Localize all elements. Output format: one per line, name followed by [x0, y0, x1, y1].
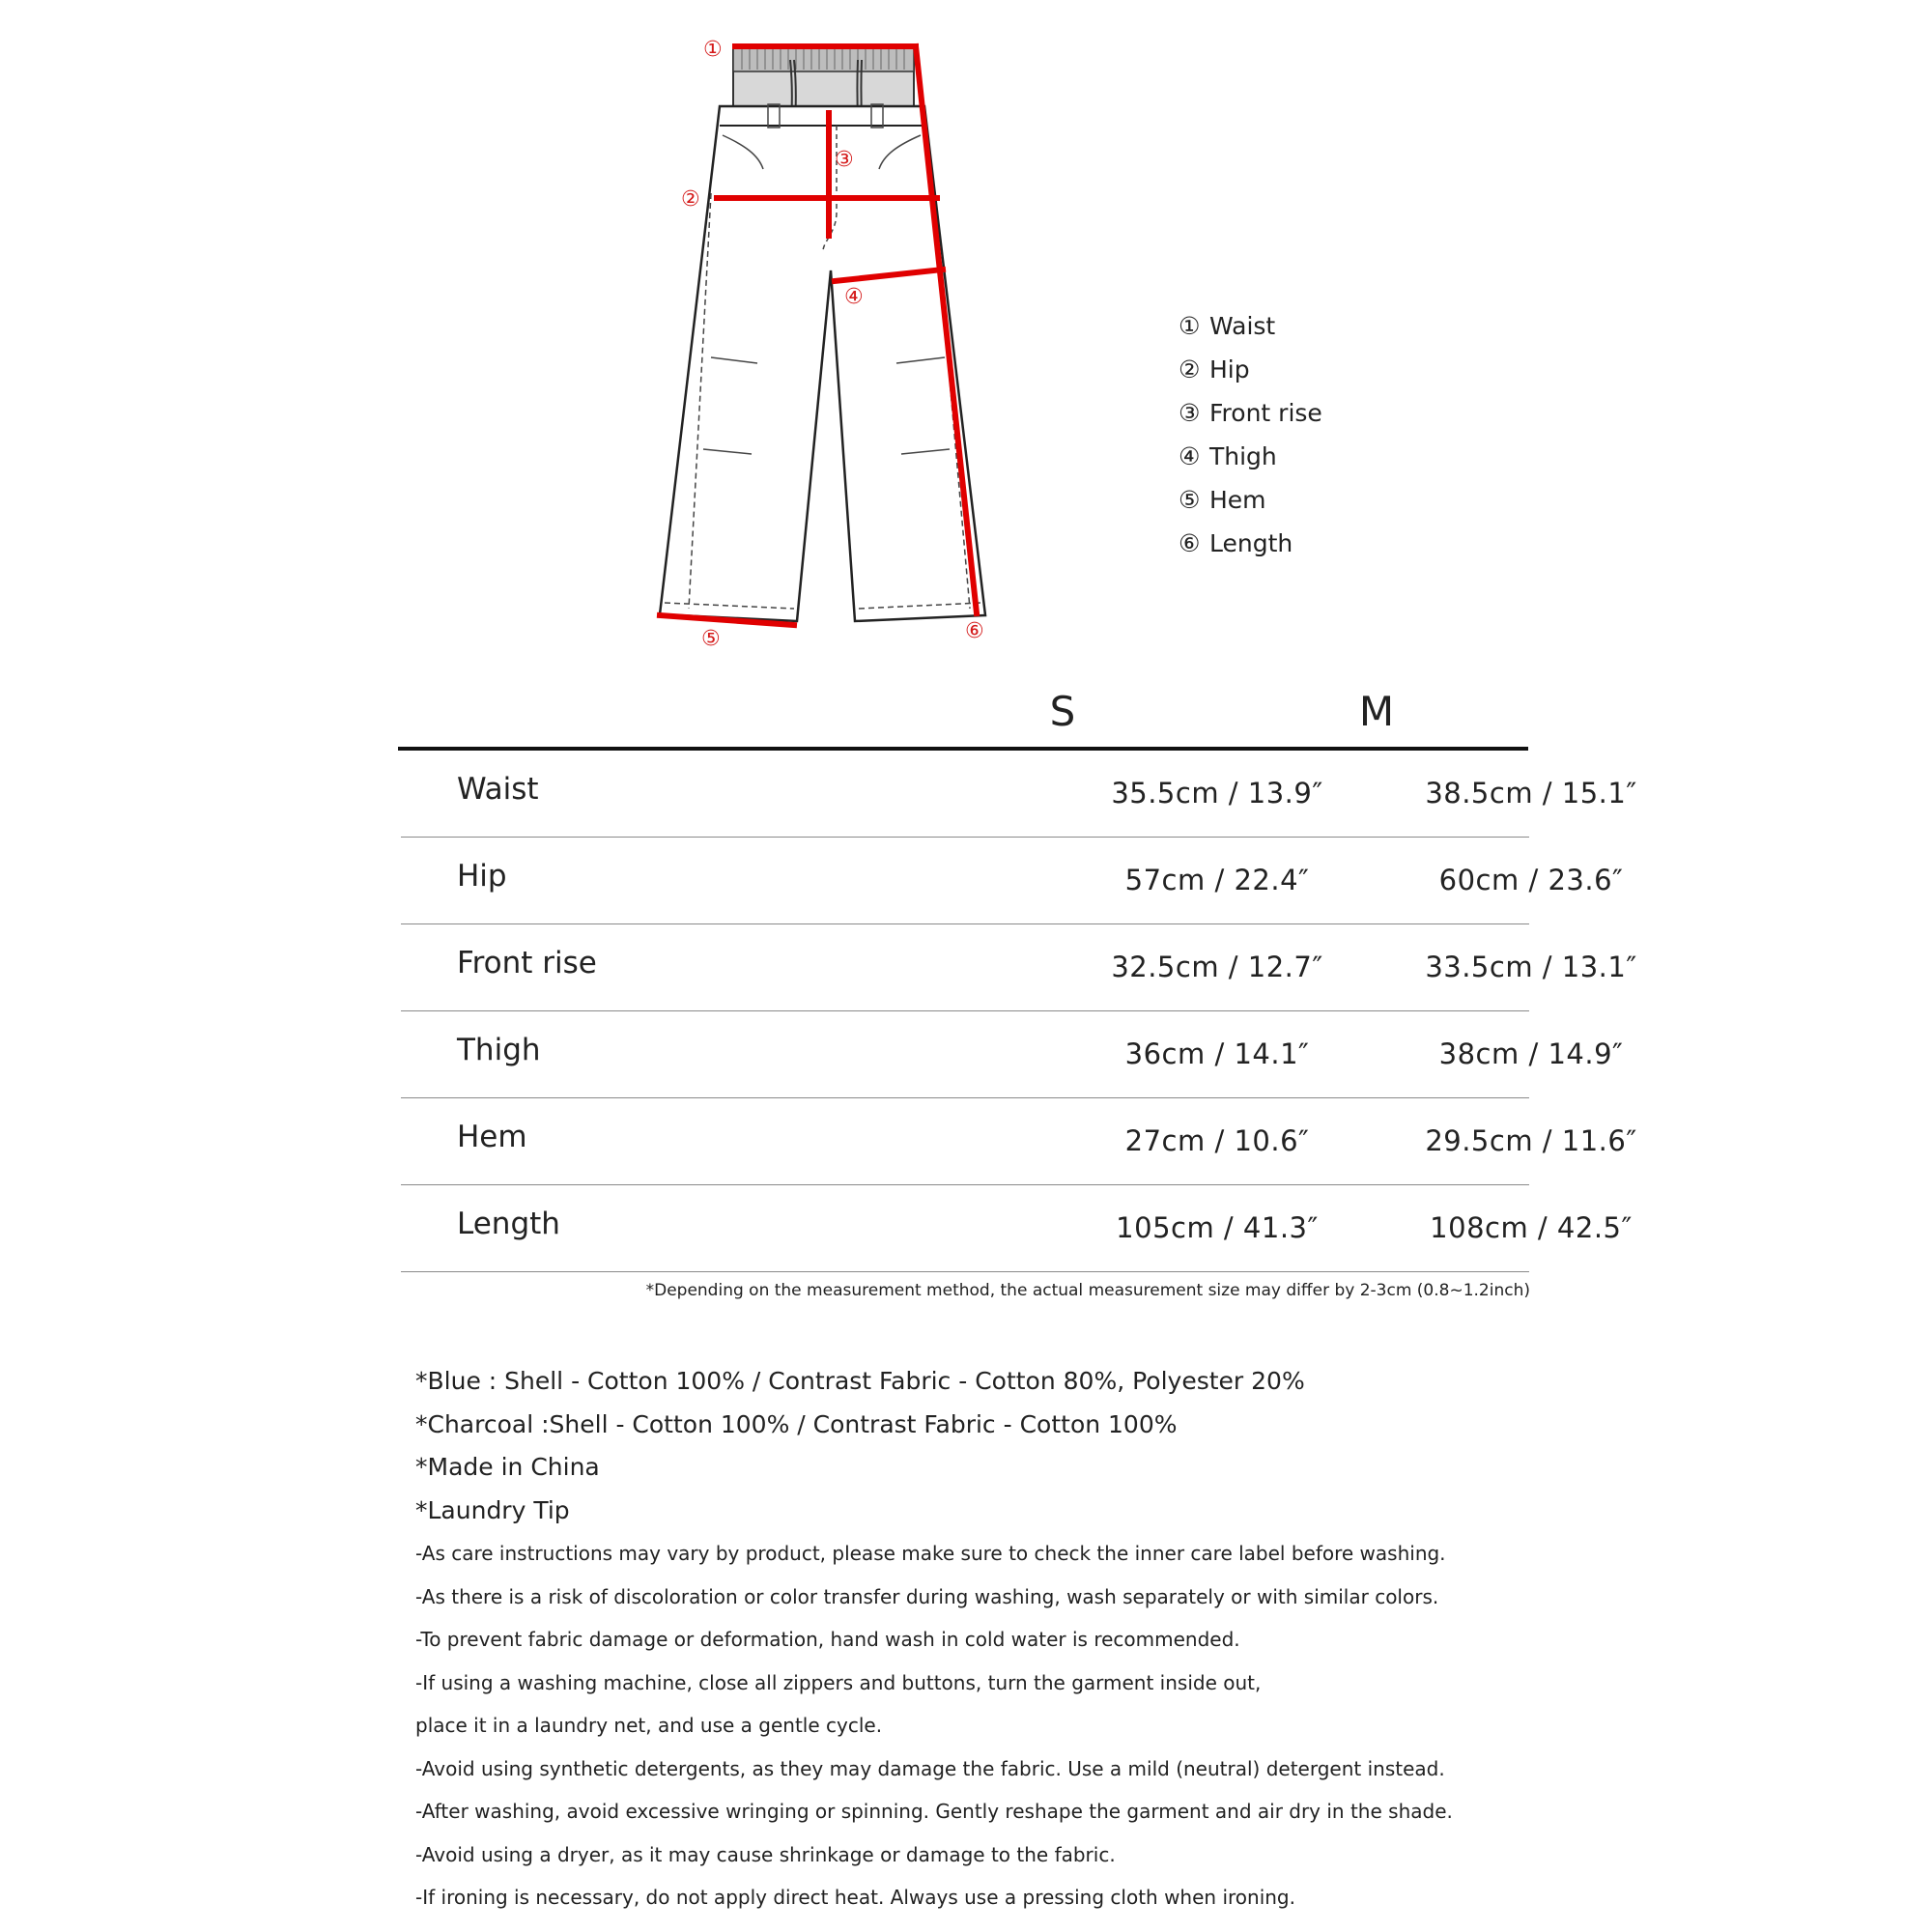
legend-label: Waist	[1209, 312, 1276, 340]
origin: *Made in China	[415, 1453, 600, 1481]
size-s-value: 32.5cm / 12.7″	[1111, 951, 1323, 983]
size-s-value: 105cm / 41.3″	[1116, 1211, 1319, 1244]
size-s-value: 35.5cm / 13.9″	[1111, 777, 1323, 810]
marker-3: ③	[835, 148, 854, 172]
legend-number: ⑥	[1179, 529, 1201, 557]
size-m-value: 108cm / 42.5″	[1430, 1211, 1633, 1244]
legend-item	[1179, 481, 1322, 525]
care-tip: -Avoid using synthetic detergents, as they may damage the fabric. Use a mild (neutral) detergent instead.	[415, 1756, 1445, 1780]
measurement-note: *Depending on the measurement method, the actual measurement size may differ by 2-3cm (0.8~1.2inch)	[645, 1281, 1530, 1300]
legend-item	[1179, 438, 1322, 481]
table-row	[401, 1011, 1624, 1098]
table-row	[401, 838, 1624, 924]
legend-item	[1179, 525, 1322, 568]
laundry-title: *Laundry Tip	[415, 1495, 570, 1524]
size-s-header: S	[1049, 688, 1076, 735]
care-tip: -As care instructions may vary by product, please make sure to check the inner care label before washing.	[415, 1542, 1446, 1565]
care-tip: -After washing, avoid excessive wringing or spinning. Gently reshape the garment and air dry in the shade.	[415, 1800, 1453, 1823]
row-label: Hem	[457, 1120, 527, 1154]
size-m-value: 60cm / 23.6″	[1438, 864, 1624, 896]
marker-2: ②	[681, 187, 700, 212]
marker-4: ④	[844, 285, 864, 309]
legend-item	[1179, 394, 1322, 438]
table-row	[401, 1185, 1633, 1272]
product-info	[415, 1362, 1526, 1921]
size-s-value: 27cm / 10.6″	[1124, 1124, 1310, 1157]
row-label: Length	[457, 1207, 560, 1241]
size-s-value: 36cm / 14.1″	[1124, 1037, 1310, 1070]
size-m-value: 38cm / 14.9″	[1438, 1037, 1624, 1070]
size-m-value: 33.5cm / 13.1″	[1425, 951, 1637, 983]
legend-label: Hip	[1209, 355, 1250, 384]
table-row	[401, 924, 1637, 1011]
legend-number: ①	[1179, 312, 1201, 340]
care-tip: -If ironing is necessary, do not apply direct heat. Always use a pressing cloth when ironing.	[415, 1886, 1295, 1909]
legend-label: Length	[1209, 529, 1293, 557]
pants-measurement-diagram	[0, 0, 1932, 676]
legend-label: Hem	[1209, 486, 1266, 514]
legend-number: ③	[1179, 399, 1201, 427]
marker-6: ⑥	[965, 619, 984, 643]
legend-label: Front rise	[1209, 399, 1322, 427]
legend-number: ②	[1179, 355, 1201, 384]
legend-number: ④	[1179, 442, 1201, 470]
table-row	[401, 751, 1637, 838]
pants-body	[660, 106, 985, 621]
legend-item	[1179, 351, 1322, 394]
marker-5: ⑤	[701, 627, 721, 651]
care-tip: -To prevent fabric damage or deformation, hand wash in cold water is recommended.	[415, 1628, 1240, 1651]
row-label: Hip	[457, 859, 507, 894]
care-tip: -If using a washing machine, close all zippers and buttons, turn the garment inside out,	[415, 1670, 1262, 1694]
measurement-legend	[1179, 307, 1322, 568]
care-tip: place it in a laundry net, and use a gentle cycle.	[415, 1714, 883, 1737]
size-m-header: M	[1358, 688, 1395, 735]
size-m-value: 29.5cm / 11.6″	[1425, 1124, 1637, 1157]
fabric-charcoal: *Charcoal :Shell - Cotton 100% / Contrast Fabric - Cotton 100%	[415, 1409, 1178, 1438]
fabric-blue: *Blue : Shell - Cotton 100% / Contrast Fabric - Cotton 80%, Polyester 20%	[415, 1367, 1305, 1395]
row-label: Waist	[457, 772, 539, 807]
legend-number: ⑤	[1179, 486, 1201, 514]
row-label: Front rise	[457, 946, 597, 980]
table-row	[401, 1098, 1637, 1185]
legend-label: Thigh	[1209, 442, 1277, 470]
care-tip: -As there is a risk of discoloration or color transfer during washing, wash separately or with similar colors.	[415, 1584, 1439, 1608]
legend-item	[1179, 307, 1322, 351]
care-tip: -Avoid using a dryer, as it may cause shrinkage or damage to the fabric.	[415, 1842, 1116, 1866]
marker-1: ①	[703, 38, 723, 62]
row-label: Thigh	[457, 1033, 541, 1067]
size-m-value: 38.5cm / 15.1″	[1425, 777, 1637, 810]
size-table	[401, 751, 1637, 1272]
size-s-value: 57cm / 22.4″	[1124, 864, 1310, 896]
